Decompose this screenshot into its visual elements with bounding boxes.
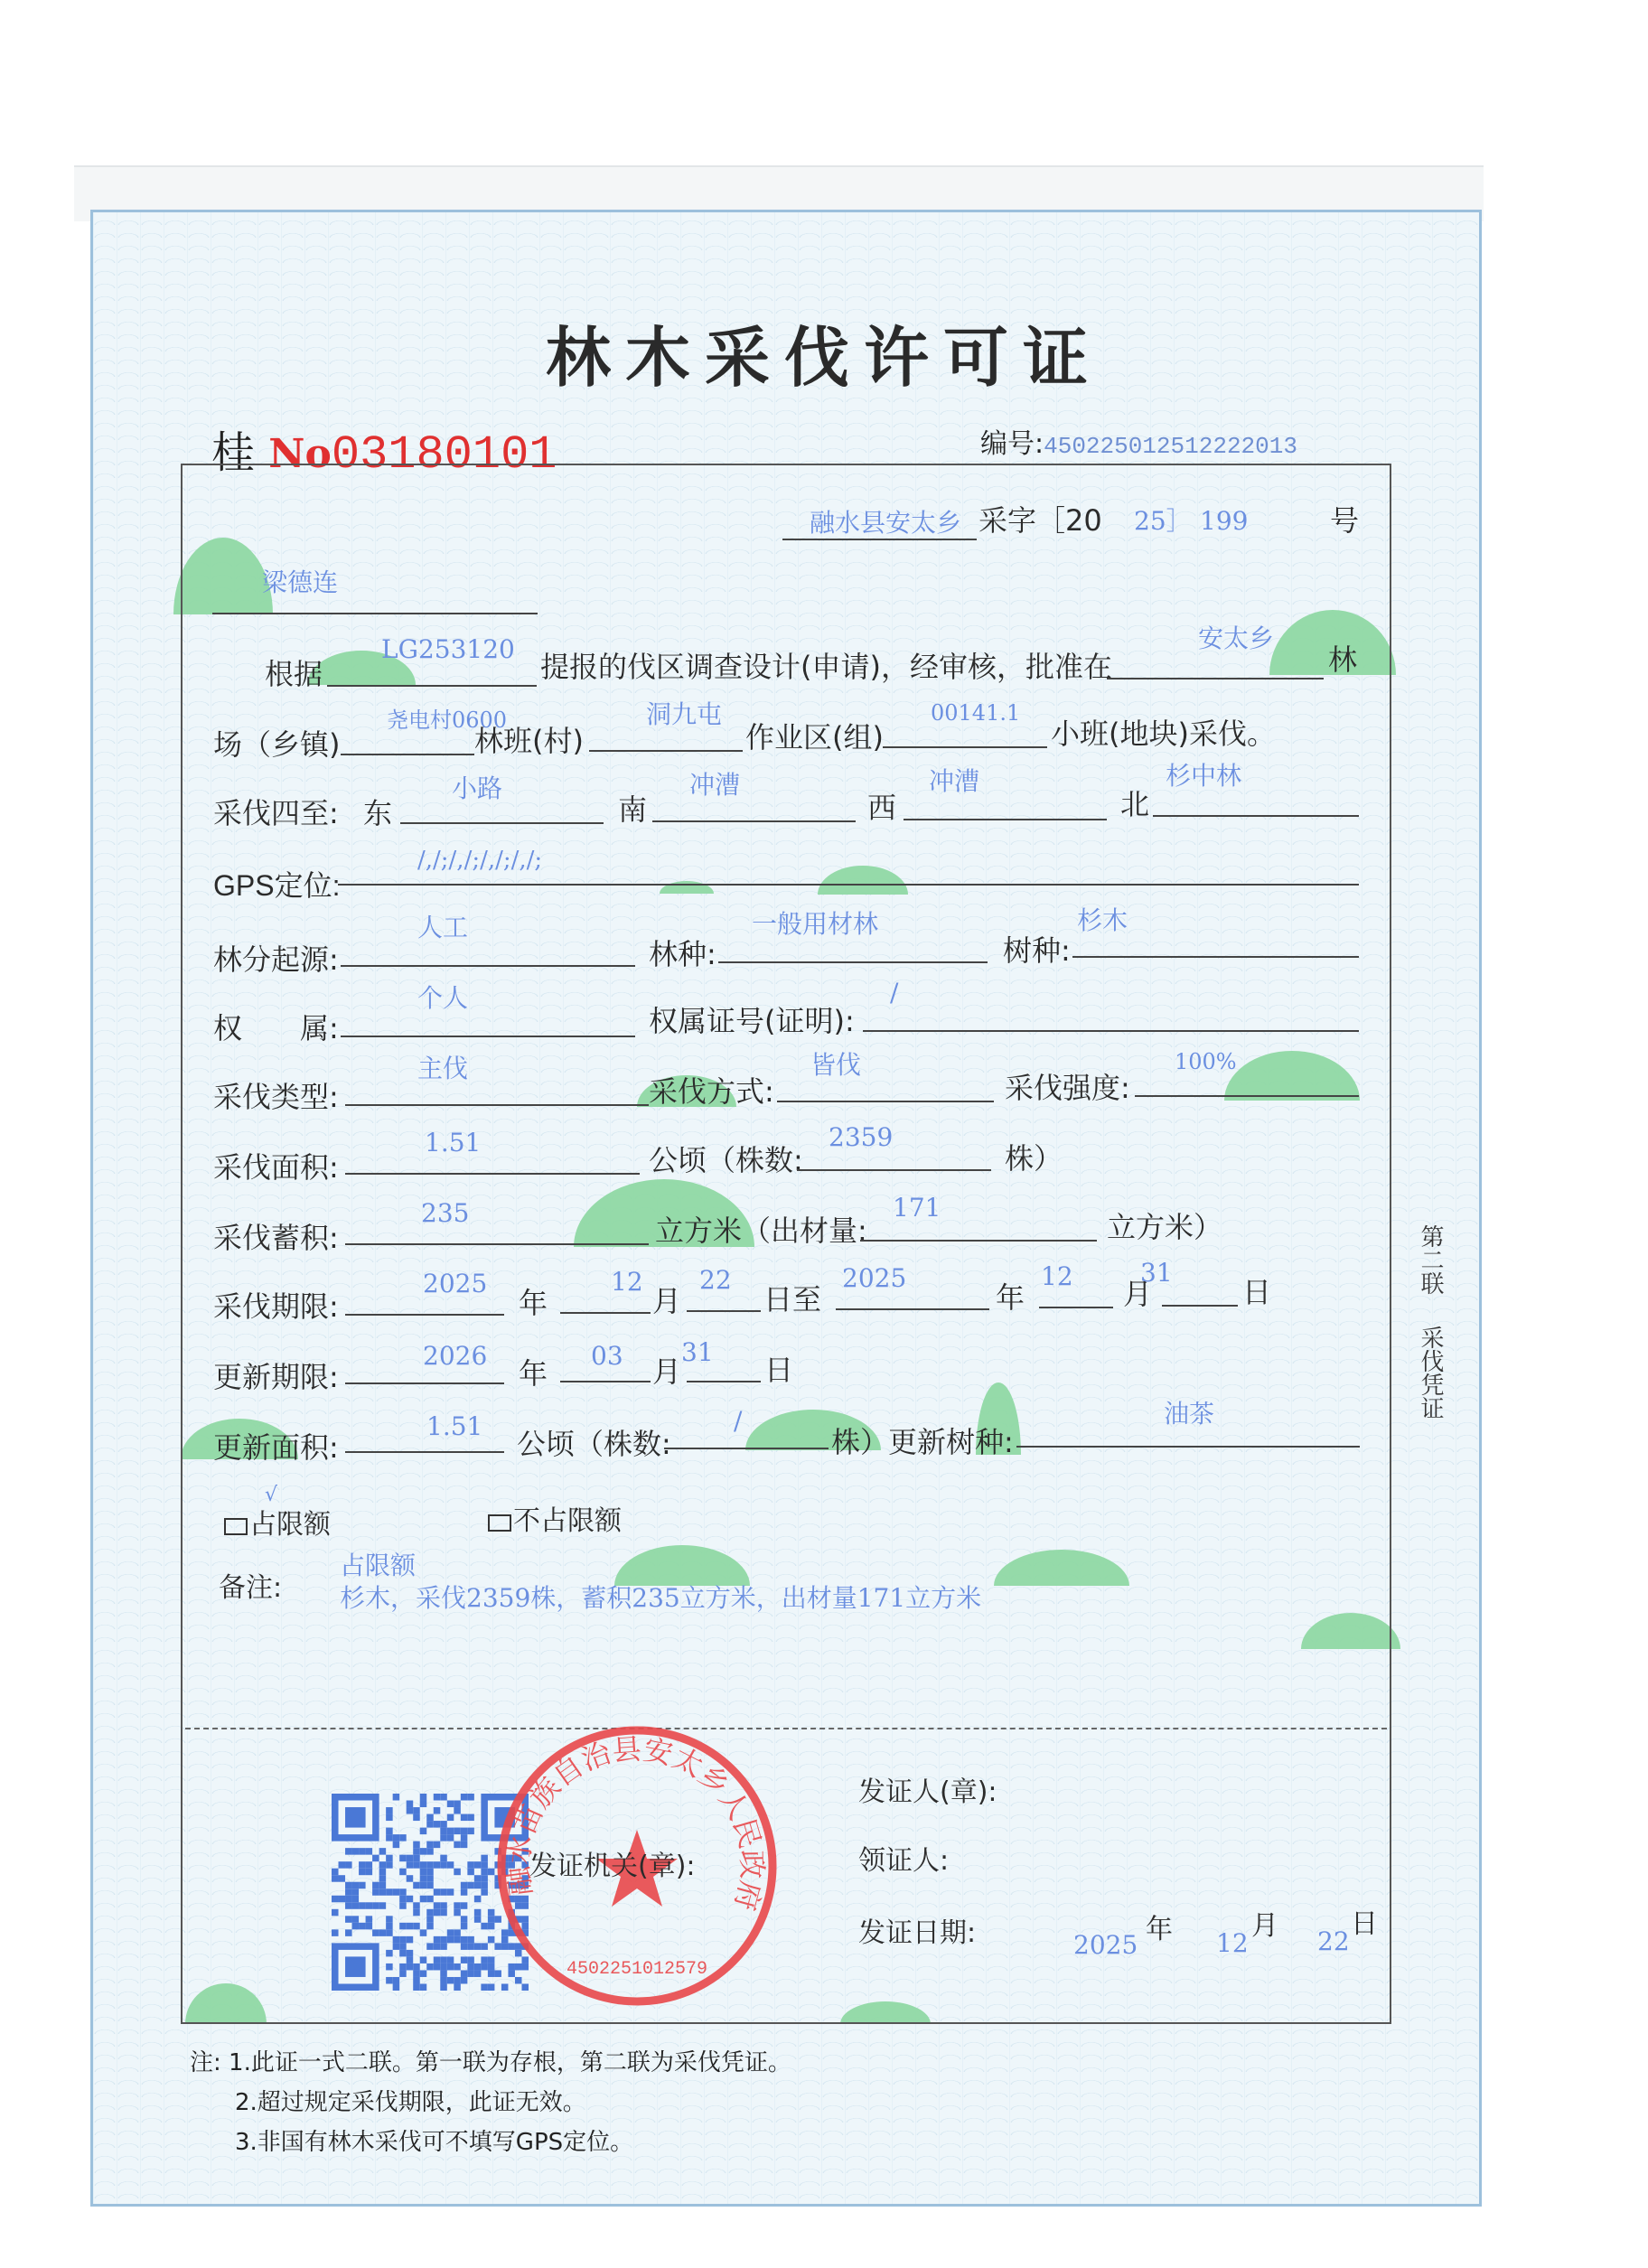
underline <box>589 750 743 752</box>
row2-zuoye-label: 作业区(组) <box>745 720 884 754</box>
cut-method-value: 皆伐 <box>810 1050 862 1080</box>
period-yue-label: 月 <box>652 1284 682 1318</box>
underline <box>782 539 977 540</box>
bounds-east-label: 东 <box>363 796 393 830</box>
bounds-south-value: 冲漕 <box>689 770 741 800</box>
period-end-year: 2025 <box>842 1263 907 1293</box>
linzhong-value: 一般用材林 <box>752 909 879 939</box>
bounds-east-value: 小路 <box>452 773 503 803</box>
cut-method-label: 采伐方式: <box>649 1074 774 1109</box>
underline <box>327 685 537 687</box>
remark-label: 备注: <box>219 1572 283 1604</box>
serial-prefix: 桂 <box>211 427 256 478</box>
design-number: LG253120 <box>381 634 515 664</box>
output-unit-label: 立方米） <box>1107 1210 1223 1244</box>
document-number-label: 编号: <box>980 428 1044 460</box>
underline <box>883 746 1047 748</box>
remark-line1: 占限额 <box>340 1551 417 1580</box>
basis-label: 根据 <box>265 657 323 691</box>
page-title: 林木采伐许可证 <box>545 320 1102 396</box>
side-label-line1: 第二联 <box>1417 1224 1444 1295</box>
township-value: 尧电村0600 <box>387 708 508 733</box>
cut-intensity-value: 100% <box>1175 1049 1237 1074</box>
underline <box>345 1173 640 1175</box>
issue-year: 2025 <box>1073 1930 1138 1960</box>
underline <box>664 1448 829 1449</box>
ref-num: 199 <box>1200 506 1249 536</box>
underline <box>1107 678 1324 679</box>
ref-org: 融水县安太乡 <box>810 508 962 538</box>
document-number <box>980 421 1297 461</box>
issue-nian-label: 年 <box>1146 1914 1173 1945</box>
underline <box>341 965 635 967</box>
seal-text-path: 融水苗族自治县安太乡人民政府 <box>501 1731 770 1915</box>
underline <box>1039 1307 1113 1308</box>
volume-unit-label: 立方米（出材量: <box>655 1214 867 1248</box>
underline <box>860 1240 1097 1242</box>
bounds-west-label: 西 <box>867 791 897 825</box>
bounds-label: 采伐四至: <box>213 796 339 830</box>
period-start-day: 22 <box>699 1265 732 1295</box>
bounds-north-label: 北 <box>1120 787 1150 821</box>
cut-type-label: 采伐类型: <box>213 1080 339 1114</box>
gps-label: GPS定位: <box>213 869 341 902</box>
period-start-month: 12 <box>611 1267 643 1297</box>
note-2: 2.超过规定采伐期限，此证无效。 <box>235 2089 586 2116</box>
shuzhong-value: 杉木 <box>1077 905 1128 935</box>
occupy-quota-label: 占限额 <box>249 1509 331 1541</box>
ownership-cert-value: / <box>890 978 899 1007</box>
period-ri-label: 日 <box>1242 1275 1272 1309</box>
underline <box>345 1382 504 1384</box>
underline <box>1153 815 1359 817</box>
document-number-value: 450225012512222013 <box>1044 433 1297 460</box>
underline <box>560 1381 651 1382</box>
renew-year: 2026 <box>423 1341 488 1371</box>
cut-count-value: 2359 <box>829 1122 894 1152</box>
underline <box>687 1310 761 1312</box>
period-nian2-label: 年 <box>996 1280 1025 1315</box>
note-3: 3.非国有林木采伐可不填写GPS定位。 <box>235 2129 634 2156</box>
renew-count-value: / <box>734 1406 743 1436</box>
renew-month: 03 <box>591 1341 623 1371</box>
ownership-label: 权 属: <box>213 1011 339 1045</box>
area-code-value: 00141.1 <box>931 700 1021 726</box>
period-end-month: 12 <box>1041 1261 1073 1291</box>
issue-yue-label: 月 <box>1251 1910 1278 1942</box>
period-label: 采伐期限: <box>213 1289 339 1324</box>
underline <box>863 1030 1359 1032</box>
period-rizhi-label: 日至 <box>763 1282 822 1317</box>
not-occupy-quota-label: 不占限额 <box>513 1505 622 1537</box>
row2-xiaoban-label: 小班(地块)采伐。 <box>1051 717 1276 751</box>
underline <box>687 1381 761 1382</box>
underline <box>341 754 474 755</box>
renew-day: 31 <box>681 1337 714 1367</box>
renew-area-value: 1.51 <box>426 1411 483 1441</box>
origin-value: 人工 <box>417 913 469 942</box>
underline <box>904 819 1107 820</box>
renew-count-unit-label: 株） <box>831 1425 890 1459</box>
serial-no-mark: No <box>268 431 332 477</box>
serial-value: 03180101 <box>331 428 557 482</box>
underline <box>560 1312 651 1314</box>
occupy-quota-checkbox[interactable] <box>224 1518 248 1535</box>
bounds-south-label: 南 <box>618 792 648 827</box>
cut-intensity-label: 采伐强度: <box>1005 1071 1130 1105</box>
issue-date-label: 发证日期: <box>858 1917 977 1949</box>
bounds-west-value: 冲漕 <box>929 766 980 796</box>
renew-area-unit-label: 公顷（株数: <box>517 1427 671 1461</box>
renew-label: 更新期限: <box>213 1360 339 1394</box>
underline <box>1135 1095 1359 1097</box>
renew-ri-label: 日 <box>764 1353 794 1387</box>
underline <box>652 820 856 822</box>
row2-chang-label: 场（乡镇) <box>213 727 341 762</box>
underline <box>836 1308 989 1310</box>
ref-hao-label: 号 <box>1330 503 1360 538</box>
ref-caizi-label: 采字［20 <box>978 503 1102 538</box>
issue-month: 12 <box>1216 1928 1249 1958</box>
underline <box>345 1314 504 1316</box>
volume-label: 采伐蓄积: <box>213 1221 339 1255</box>
cut-line <box>185 1728 1387 1729</box>
quota-check-mark: √ <box>265 1484 278 1506</box>
volume-value: 235 <box>421 1198 470 1228</box>
basis-text: 提报的伐区调查设计(申请)，经审核，批准在 <box>540 650 1112 684</box>
seal-code: 4502251012579 <box>566 1959 708 1980</box>
ref-year: 25］ <box>1134 506 1192 536</box>
underline <box>345 1104 649 1106</box>
origin-label: 林分起源: <box>213 942 339 977</box>
output-value: 171 <box>893 1193 941 1223</box>
gps-value: /,/;/,/;/,/;/,/; <box>417 847 543 874</box>
underline <box>718 961 988 963</box>
not-occupy-quota-checkbox[interactable] <box>488 1514 511 1532</box>
ownership-cert-label: 权属证号(证明): <box>649 1004 855 1038</box>
shuzhong-label: 树种: <box>1003 933 1071 968</box>
receiver-label: 领证人: <box>858 1845 950 1877</box>
period-yue2-label: 月 <box>1123 1277 1153 1311</box>
underline <box>400 822 604 824</box>
cut-area-value: 1.51 <box>425 1128 482 1157</box>
cut-count-unit-label: 株） <box>1005 1141 1063 1176</box>
side-label <box>1412 1224 1448 1420</box>
underline <box>345 1243 649 1245</box>
issuing-office-label: 发证机关(章): <box>529 1851 696 1882</box>
underline <box>1016 1446 1360 1448</box>
underline <box>1072 956 1359 958</box>
issuer-label: 发证人(章): <box>858 1776 997 1808</box>
linzhong-label: 林种: <box>649 937 716 971</box>
renew-species-value: 油茶 <box>1164 1399 1215 1429</box>
applicant-name: 梁德连 <box>262 567 339 597</box>
renew-nian-label: 年 <box>519 1356 548 1391</box>
underline <box>797 1169 991 1171</box>
side-label-line2: 采伐凭证 <box>1417 1326 1444 1420</box>
underline <box>338 884 1359 886</box>
issue-day: 22 <box>1317 1926 1350 1956</box>
issue-ri-label: 日 <box>1351 1908 1378 1940</box>
period-nian-label: 年 <box>519 1286 548 1320</box>
village-value: 洞九屯 <box>646 699 723 729</box>
cut-type-value: 主伐 <box>417 1054 469 1083</box>
remark-line2: 杉木，采伐2359株，蓄积235立方米，出材量171立方米 <box>340 1583 982 1613</box>
underline <box>341 1036 635 1037</box>
cut-area-label: 采伐面积: <box>213 1150 339 1185</box>
renew-yue-label: 月 <box>652 1354 682 1389</box>
renew-area-label: 更新面积: <box>213 1430 339 1465</box>
ownership-value: 个人 <box>417 983 469 1013</box>
bounds-north-value: 杉中林 <box>1166 761 1242 791</box>
period-start-year: 2025 <box>423 1269 488 1298</box>
note-1: 注: 1.此证一式二联。第一联为存根，第二联为采伐凭证。 <box>190 2049 791 2076</box>
renew-species-label: 更新树种: <box>888 1425 1014 1459</box>
underline <box>345 1451 504 1453</box>
row2-linban-label: 林班(村) <box>474 724 584 758</box>
underline <box>212 613 538 614</box>
period-end-day: 31 <box>1140 1258 1173 1288</box>
basis-lin-label: 林 <box>1328 642 1358 677</box>
underline <box>1162 1305 1238 1307</box>
underline <box>777 1101 994 1102</box>
forest-name: 安太乡 <box>1198 623 1275 653</box>
cut-area-unit-label: 公顷（株数: <box>649 1143 803 1177</box>
